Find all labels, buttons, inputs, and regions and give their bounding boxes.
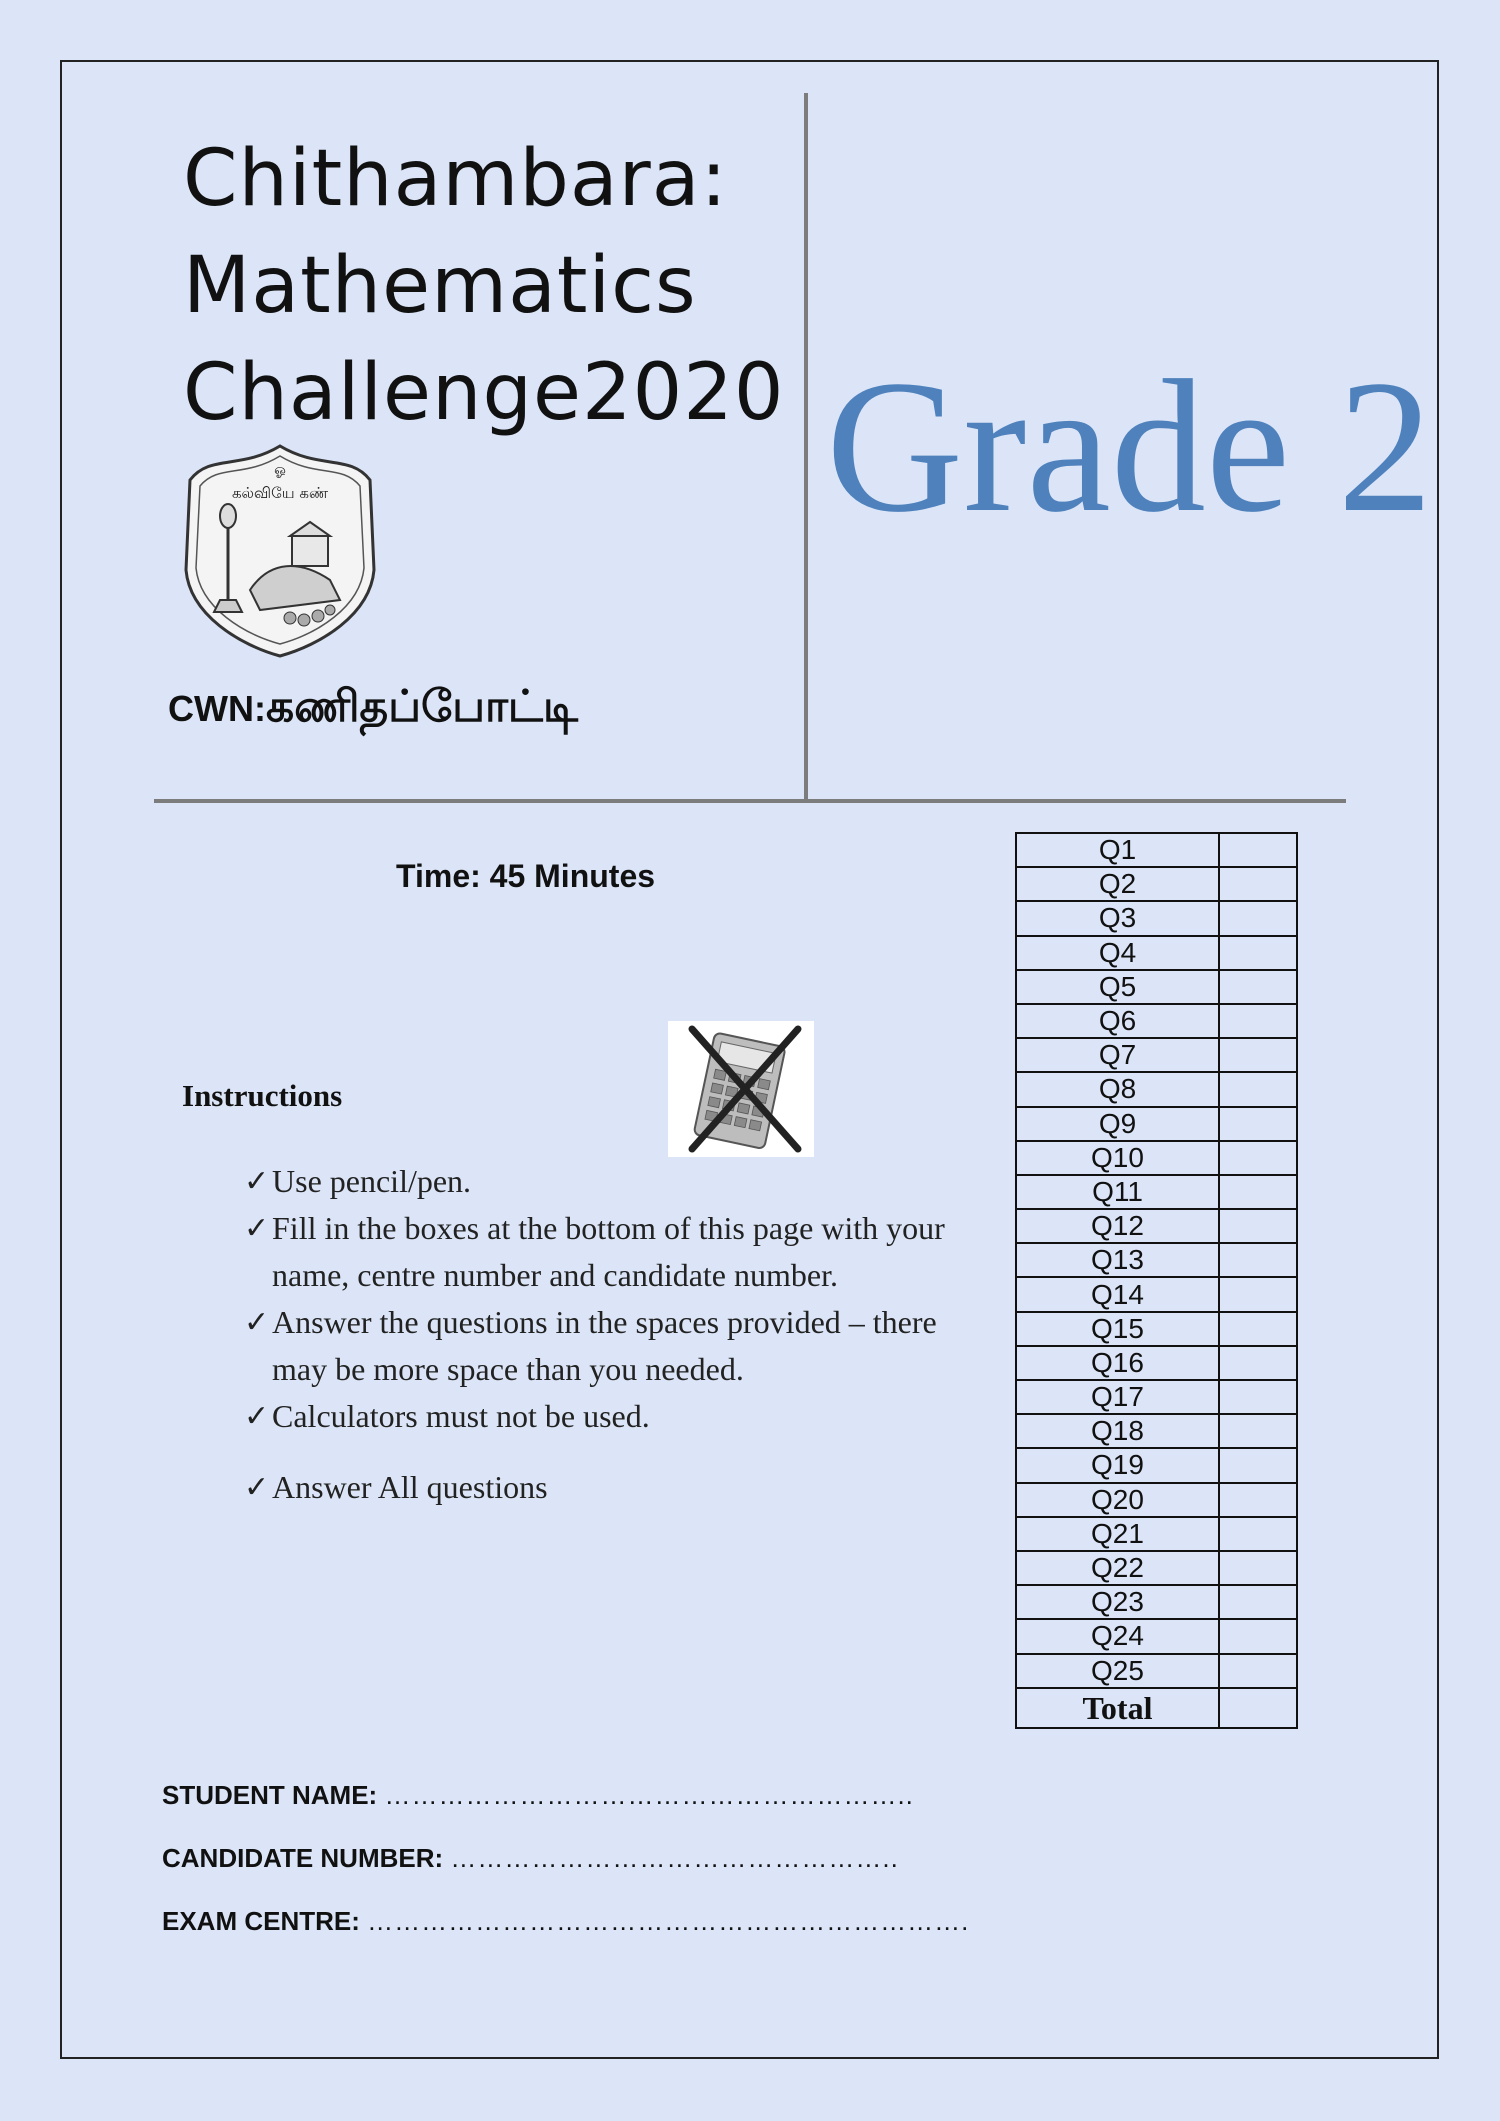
question-label: Q13	[1016, 1243, 1219, 1277]
score-row	[1016, 1175, 1297, 1209]
score-box[interactable]	[1219, 1209, 1297, 1243]
score-box[interactable]	[1219, 1107, 1297, 1141]
exam-centre-label: EXAM CENTRE:	[162, 1906, 360, 1936]
score-box[interactable]	[1219, 1346, 1297, 1380]
question-label: Q19	[1016, 1448, 1219, 1482]
score-row	[1016, 1107, 1297, 1141]
question-label: Q8	[1016, 1072, 1219, 1106]
crest-mark: ஓ	[274, 462, 286, 478]
instruction-item: ✓ Answer the questions in the spaces provided – there may be more space than you needed.	[226, 1299, 986, 1393]
no-calculator-icon	[668, 1021, 814, 1157]
check-icon: ✓	[244, 1471, 270, 1504]
question-label: Q3	[1016, 901, 1219, 935]
question-label: Q17	[1016, 1380, 1219, 1414]
question-label: Q24	[1016, 1619, 1219, 1653]
score-box[interactable]	[1219, 1175, 1297, 1209]
student-name-label: STUDENT NAME:	[162, 1780, 378, 1810]
candidate-details	[162, 1780, 969, 1969]
title-line-3: Challenge2020	[183, 348, 785, 438]
score-row	[1016, 936, 1297, 970]
score-row	[1016, 1209, 1297, 1243]
check-icon: ✓	[244, 1400, 270, 1433]
question-label: Q22	[1016, 1551, 1219, 1585]
candidate-number-label: CANDIDATE NUMBER:	[162, 1843, 444, 1873]
score-row	[1016, 1654, 1297, 1688]
question-label: Q15	[1016, 1312, 1219, 1346]
score-row	[1016, 901, 1297, 935]
question-label: Q23	[1016, 1585, 1219, 1619]
instructions-list	[226, 1158, 986, 1511]
score-row	[1016, 833, 1297, 867]
score-box[interactable]	[1219, 1448, 1297, 1482]
check-icon: ✓	[244, 1212, 270, 1245]
exam-centre-field[interactable]	[162, 1906, 969, 1969]
score-box[interactable]	[1219, 970, 1297, 1004]
score-row	[1016, 1380, 1297, 1414]
score-box[interactable]	[1219, 1277, 1297, 1311]
cwn-tamil: கணிதப்போட்டி	[265, 682, 578, 731]
score-box[interactable]	[1219, 936, 1297, 970]
question-label: Q4	[1016, 936, 1219, 970]
student-name-field[interactable]	[162, 1780, 969, 1843]
score-box[interactable]	[1219, 1380, 1297, 1414]
score-row	[1016, 1038, 1297, 1072]
candidate-number-field[interactable]	[162, 1843, 969, 1906]
question-label: Q10	[1016, 1141, 1219, 1175]
exam-centre-line[interactable]: ………………………………………………………….	[367, 1906, 970, 1936]
student-name-line[interactable]: …………………………………………………..	[384, 1780, 914, 1810]
score-box[interactable]	[1219, 1243, 1297, 1277]
score-row	[1016, 1619, 1297, 1653]
question-label: Q2	[1016, 867, 1219, 901]
grade-heading: Grade 2	[826, 342, 1433, 552]
score-box[interactable]	[1219, 1619, 1297, 1653]
question-label: Q6	[1016, 1004, 1219, 1038]
score-box[interactable]	[1219, 1004, 1297, 1038]
question-label: Q11	[1016, 1175, 1219, 1209]
instruction-item: ✓ Answer All questions	[226, 1464, 986, 1511]
total-score-box[interactable]	[1219, 1688, 1297, 1728]
total-label: Total	[1016, 1688, 1219, 1728]
score-box[interactable]	[1219, 1072, 1297, 1106]
score-box[interactable]	[1219, 1654, 1297, 1688]
score-box[interactable]	[1219, 1141, 1297, 1175]
score-row	[1016, 1346, 1297, 1380]
score-box[interactable]	[1219, 1414, 1297, 1448]
exam-title	[183, 126, 784, 447]
cwn-prefix: CWN:	[168, 688, 266, 729]
score-row	[1016, 970, 1297, 1004]
score-box[interactable]	[1219, 1483, 1297, 1517]
question-label: Q20	[1016, 1483, 1219, 1517]
score-row	[1016, 1277, 1297, 1311]
score-row	[1016, 1243, 1297, 1277]
score-row	[1016, 1312, 1297, 1346]
score-box[interactable]	[1219, 1517, 1297, 1551]
total-row	[1016, 1688, 1297, 1728]
check-icon: ✓	[244, 1306, 270, 1339]
question-label: Q21	[1016, 1517, 1219, 1551]
score-row	[1016, 1551, 1297, 1585]
crest-motto: கல்வியே கண்	[231, 484, 329, 502]
title-line-1: Chithambara:	[183, 134, 728, 224]
score-row	[1016, 1448, 1297, 1482]
instruction-item: ✓ Fill in the boxes at the bottom of this page with your name, centre number and candidate number.	[226, 1205, 986, 1299]
score-row	[1016, 1483, 1297, 1517]
question-label: Q1	[1016, 833, 1219, 867]
score-row	[1016, 1414, 1297, 1448]
score-box[interactable]	[1219, 833, 1297, 867]
question-label: Q7	[1016, 1038, 1219, 1072]
instructions-heading: Instructions	[182, 1078, 343, 1113]
title-line-2: Mathematics	[183, 241, 697, 331]
score-row	[1016, 867, 1297, 901]
score-row	[1016, 1517, 1297, 1551]
cwn-label	[168, 682, 578, 738]
check-icon: ✓	[244, 1165, 270, 1198]
score-box[interactable]	[1219, 1038, 1297, 1072]
score-box[interactable]	[1219, 1551, 1297, 1585]
score-row	[1016, 1072, 1297, 1106]
question-label: Q9	[1016, 1107, 1219, 1141]
time-allowed: Time: 45 Minutes	[396, 858, 656, 894]
question-label: Q5	[1016, 970, 1219, 1004]
score-box[interactable]	[1219, 901, 1297, 935]
question-label: Q16	[1016, 1346, 1219, 1380]
score-box[interactable]	[1219, 1585, 1297, 1619]
score-row	[1016, 1141, 1297, 1175]
score-table	[1015, 832, 1298, 1729]
horizontal-divider	[154, 799, 1346, 803]
score-box[interactable]	[1219, 867, 1297, 901]
question-label: Q18	[1016, 1414, 1219, 1448]
candidate-number-line[interactable]: …………………………………………..	[450, 1843, 899, 1873]
score-row	[1016, 1585, 1297, 1619]
school-crest-icon	[180, 440, 380, 660]
score-box[interactable]	[1219, 1312, 1297, 1346]
vertical-divider	[804, 93, 808, 801]
question-label: Q12	[1016, 1209, 1219, 1243]
instruction-item: ✓ Calculators must not be used.	[226, 1393, 986, 1440]
question-label: Q25	[1016, 1654, 1219, 1688]
score-row	[1016, 1004, 1297, 1038]
question-label: Q14	[1016, 1277, 1219, 1311]
instruction-item: ✓ Use pencil/pen.	[226, 1158, 986, 1205]
